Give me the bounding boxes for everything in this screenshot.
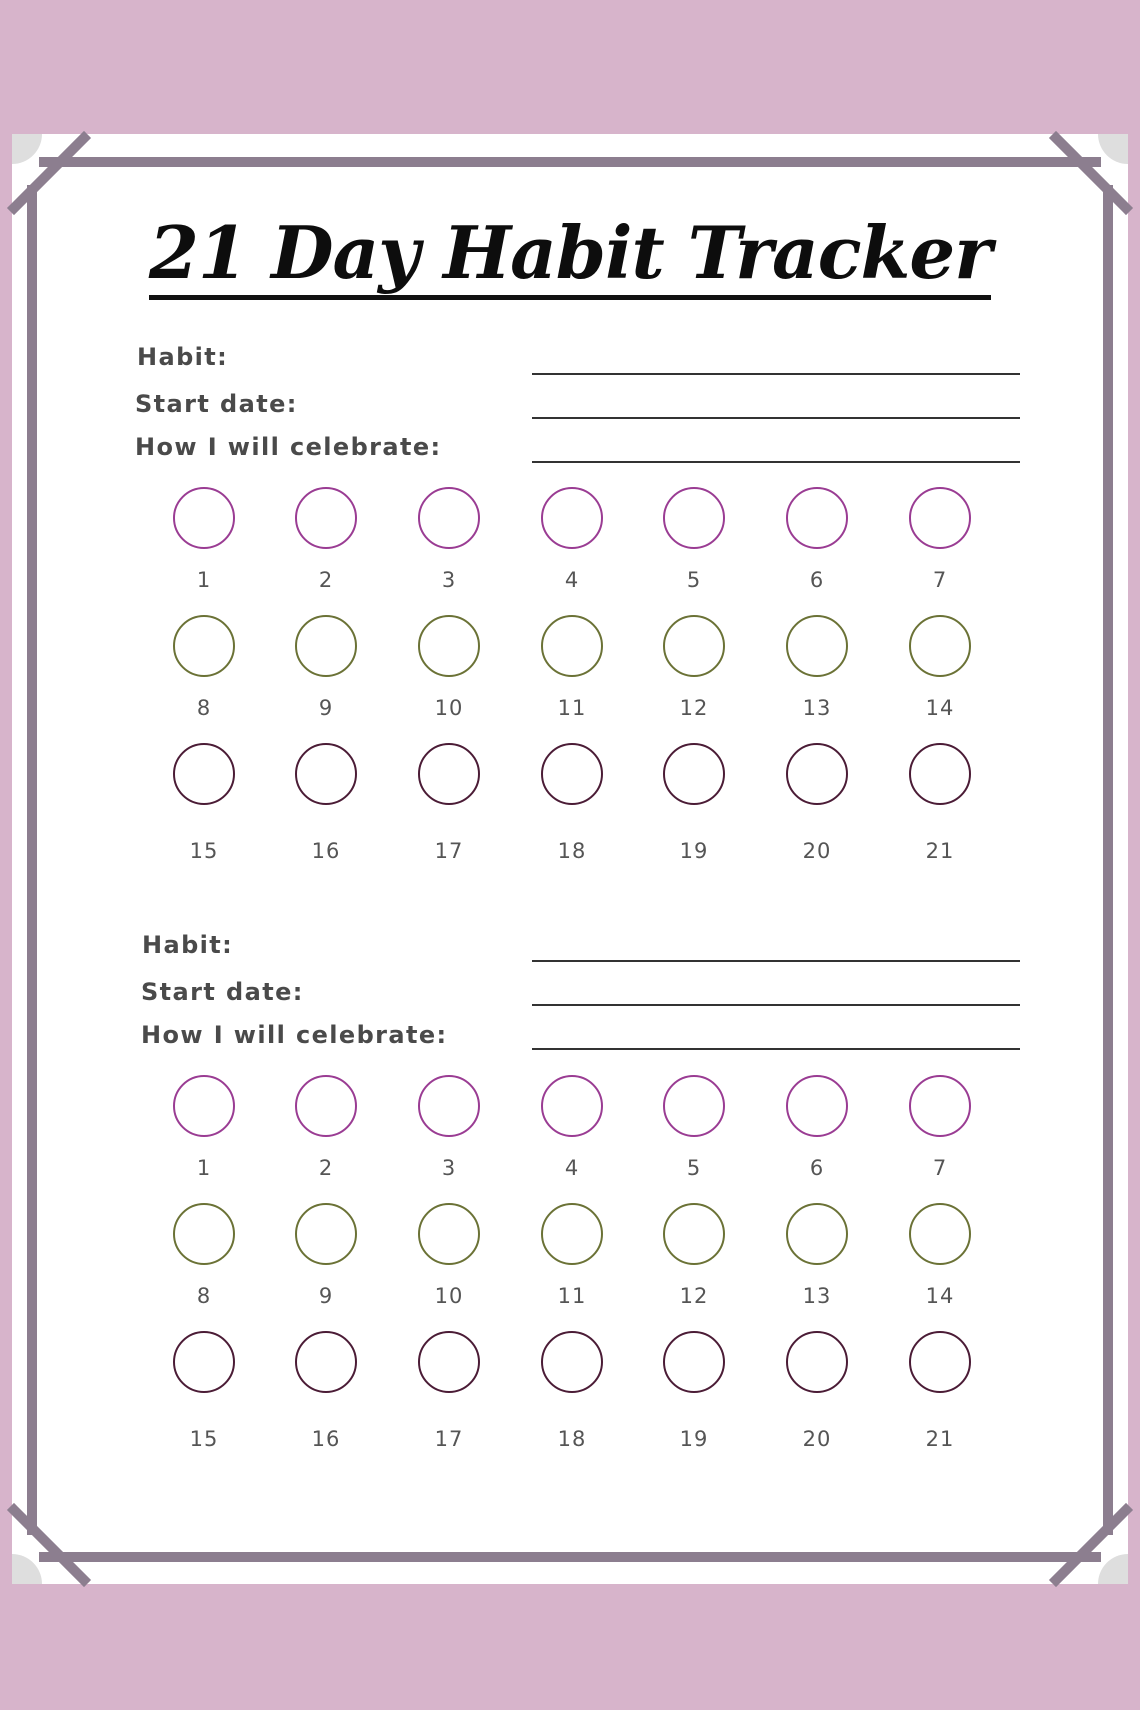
start-date-label: Start date: xyxy=(141,978,304,1006)
day-number-label: 15 xyxy=(189,1427,219,1451)
day-9-checkbox[interactable] xyxy=(296,1204,356,1264)
day-14-checkbox[interactable] xyxy=(910,1204,970,1264)
day-7-checkbox[interactable] xyxy=(910,488,970,548)
habit-field[interactable] xyxy=(532,960,1020,962)
day-number-label: 3 xyxy=(441,1156,457,1180)
day-5-checkbox[interactable] xyxy=(664,488,724,548)
day-18-checkbox[interactable] xyxy=(542,1332,602,1392)
day-4-checkbox[interactable] xyxy=(542,1076,602,1136)
day-number-label: 19 xyxy=(679,1427,709,1451)
day-21-checkbox[interactable] xyxy=(910,744,970,804)
tracker-section-1 xyxy=(0,337,1140,897)
day-number-label: 9 xyxy=(318,1284,334,1308)
day-15-checkbox[interactable] xyxy=(174,1332,234,1392)
day-11-checkbox[interactable] xyxy=(542,616,602,676)
day-number-label: 14 xyxy=(925,1284,955,1308)
day-16-checkbox[interactable] xyxy=(296,1332,356,1392)
day-number-label: 15 xyxy=(189,839,219,863)
day-10-checkbox[interactable] xyxy=(419,1204,479,1264)
tracker-section-2 xyxy=(0,925,1140,1485)
day-number-label: 4 xyxy=(564,568,580,592)
day-number-label: 13 xyxy=(802,696,832,720)
day-number-label: 17 xyxy=(434,1427,464,1451)
habit-field[interactable] xyxy=(532,373,1020,375)
corner-ornament xyxy=(1098,134,1128,164)
day-number-label: 11 xyxy=(557,696,587,720)
day-2-checkbox[interactable] xyxy=(296,488,356,548)
day-number-label: 21 xyxy=(925,839,955,863)
day-8-checkbox[interactable] xyxy=(174,1204,234,1264)
day-number-label: 10 xyxy=(434,696,464,720)
day-number-label: 9 xyxy=(318,696,334,720)
day-19-checkbox[interactable] xyxy=(664,744,724,804)
day-number-label: 18 xyxy=(557,1427,587,1451)
day-20-checkbox[interactable] xyxy=(787,1332,847,1392)
start-date-field[interactable] xyxy=(532,417,1020,419)
day-number-label: 2 xyxy=(318,1156,334,1180)
day-15-checkbox[interactable] xyxy=(174,744,234,804)
celebrate-field[interactable] xyxy=(532,1048,1020,1050)
day-number-label: 8 xyxy=(196,1284,212,1308)
day-13-checkbox[interactable] xyxy=(787,1204,847,1264)
day-1-checkbox[interactable] xyxy=(174,1076,234,1136)
day-number-label: 13 xyxy=(802,1284,832,1308)
celebrate-label: How I will celebrate: xyxy=(141,1021,448,1049)
start-date-field[interactable] xyxy=(532,1004,1020,1006)
day-number-label: 6 xyxy=(809,568,825,592)
day-number-label: 5 xyxy=(686,568,702,592)
day-grid xyxy=(0,1075,1140,1475)
day-12-checkbox[interactable] xyxy=(664,616,724,676)
day-number-label: 16 xyxy=(311,839,341,863)
day-number-label: 4 xyxy=(564,1156,580,1180)
day-number-label: 5 xyxy=(686,1156,702,1180)
day-number-label: 12 xyxy=(679,1284,709,1308)
day-number-label: 19 xyxy=(679,839,709,863)
day-number-label: 16 xyxy=(311,1427,341,1451)
day-number-label: 14 xyxy=(925,696,955,720)
day-number-label: 17 xyxy=(434,839,464,863)
corner-ornament xyxy=(12,134,42,164)
day-number-label: 7 xyxy=(932,1156,948,1180)
day-number-label: 10 xyxy=(434,1284,464,1308)
day-3-checkbox[interactable] xyxy=(419,1076,479,1136)
day-7-checkbox[interactable] xyxy=(910,1076,970,1136)
day-number-label: 3 xyxy=(441,568,457,592)
day-19-checkbox[interactable] xyxy=(664,1332,724,1392)
day-number-label: 6 xyxy=(809,1156,825,1180)
day-number-label: 2 xyxy=(318,568,334,592)
day-6-checkbox[interactable] xyxy=(787,1076,847,1136)
day-12-checkbox[interactable] xyxy=(664,1204,724,1264)
celebrate-label: How I will celebrate: xyxy=(135,433,442,461)
day-9-checkbox[interactable] xyxy=(296,616,356,676)
day-3-checkbox[interactable] xyxy=(419,488,479,548)
day-number-label: 12 xyxy=(679,696,709,720)
day-number-label: 20 xyxy=(802,1427,832,1451)
page-title: 21 Day Habit Tracker xyxy=(0,208,1140,298)
day-grid xyxy=(0,487,1140,887)
day-10-checkbox[interactable] xyxy=(419,616,479,676)
day-number-label: 8 xyxy=(196,696,212,720)
corner-ornament xyxy=(12,1554,42,1584)
day-2-checkbox[interactable] xyxy=(296,1076,356,1136)
day-17-checkbox[interactable] xyxy=(419,1332,479,1392)
day-5-checkbox[interactable] xyxy=(664,1076,724,1136)
day-1-checkbox[interactable] xyxy=(174,488,234,548)
start-date-label: Start date: xyxy=(135,390,298,418)
day-21-checkbox[interactable] xyxy=(910,1332,970,1392)
day-11-checkbox[interactable] xyxy=(542,1204,602,1264)
day-20-checkbox[interactable] xyxy=(787,744,847,804)
corner-ornament xyxy=(1098,1554,1128,1584)
day-number-label: 21 xyxy=(925,1427,955,1451)
day-4-checkbox[interactable] xyxy=(542,488,602,548)
day-6-checkbox[interactable] xyxy=(787,488,847,548)
day-number-label: 1 xyxy=(196,568,212,592)
habit-label: Habit: xyxy=(142,931,234,959)
day-number-label: 11 xyxy=(557,1284,587,1308)
day-13-checkbox[interactable] xyxy=(787,616,847,676)
habit-label: Habit: xyxy=(137,343,229,371)
day-number-label: 20 xyxy=(802,839,832,863)
day-17-checkbox[interactable] xyxy=(419,744,479,804)
day-18-checkbox[interactable] xyxy=(542,744,602,804)
day-number-label: 7 xyxy=(932,568,948,592)
day-8-checkbox[interactable] xyxy=(174,616,234,676)
celebrate-field[interactable] xyxy=(532,461,1020,463)
day-number-label: 18 xyxy=(557,839,587,863)
day-14-checkbox[interactable] xyxy=(910,616,970,676)
day-number-label: 1 xyxy=(196,1156,212,1180)
day-16-checkbox[interactable] xyxy=(296,744,356,804)
